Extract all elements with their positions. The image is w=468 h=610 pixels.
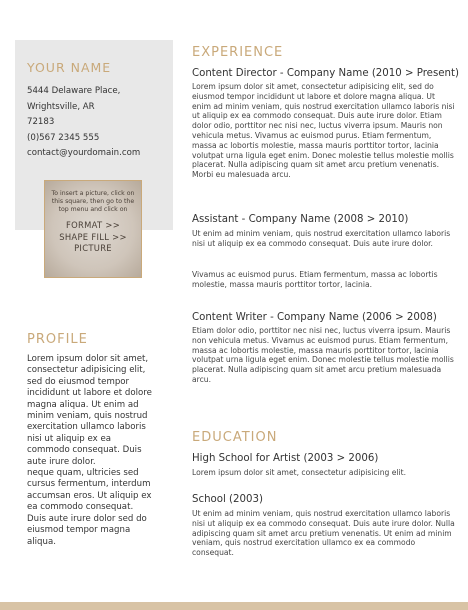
contact-info: [27, 84, 140, 162]
resume-name: YOUR NAME: [27, 60, 112, 75]
profile-text: [27, 354, 153, 548]
photo-format-line-2: SHAPE FILL >>: [59, 231, 127, 242]
address-line-2: Wrightsville, AR: [27, 101, 95, 112]
job-description-2b: Vivamus ac euismod purus. Etiam fermentum, massa ac lobortis molestie, massa mauris porttitor tortor, lacinia.: [192, 270, 438, 289]
education-description-2: Ut enim ad minim veniam, quis nostrud exercitation ullamco laboris nisi ut aliquip ex ea commodo consequat. Duis aute irure dolor. Nulla adipiscing quam sit amet arcu pretium venenatis. Ut enim ad minim veniam, quis nostrud exercitation ullamco ex ea commodo consequat.: [192, 509, 455, 558]
education-title-2: School (2003): [192, 494, 263, 505]
profile-paragraph-1: Lorem ipsum dolor sit amet, consectetur adipisicing elit, sed do eiusmod tempor incididunt ut labore et dolore magna aliqua. Ut enim ad minim veniam, quis nostrud exercitation ullamco laboris nisi ut aliquip ex ea commodo consequat. Duis aute irure dolor.: [27, 354, 152, 467]
job-description-3: Etiam dolor odio, porttitor nec nisi nec, luctus viverra ipsum. Mauris non vehicula metus. Vivamus ac euismod purus. Etiam fermentum, massa ac lobortis molestie, massa mauris porttitor tortor, lacinia volutpat urna ligula eget enim. Donec molestie tellus molestie mollis placerat. Nulla adipiscing quam sit amet arcu pretium malesuada arcu.: [192, 326, 454, 384]
education-description-1: Lorem ipsum dolor sit amet, consectetur adipisicing elit.: [192, 468, 407, 477]
job-title-2: Assistant - Company Name (2008 > 2010): [192, 214, 409, 225]
job-description-1: Lorem ipsum dolor sit amet, consectetur adipisicing elit, sed do eiusmod tempor incididunt ut labore et dolore magna aliqua. Ut enim ad minim veniam, quis nostrud exercitation ullamco laboris nisi ut aliquip ex ea commodo consequat. Duis aute irure dolor. Etiam dolor odio, porttitor nec nisi nec, luctus viverra ipsum. Mauris non vehicula metus. Vivamus ac euismod purus. Etiam fermentum, massa ac lobortis molestie, massa mauris porttitor tortor, lacinia volutpat urna ligula eget enim. Donec molestie tellus molestie mollis placerat. Nulla adipiscing quam sit amet arcu pretium venenatis. Morbi eu malesuada arcu.: [192, 82, 455, 180]
job-title-3: Content Writer - Company Name (2006 > 2008): [192, 312, 437, 323]
bottom-accent-bar: [0, 602, 468, 610]
photo-format-line-1: FORMAT >>: [65, 220, 121, 230]
experience-heading: EXPERIENCE: [192, 45, 284, 60]
job-description-2a: Ut enim ad minim veniam, quis nostrud exercitation ullamco laboris nisi ut aliquip ex ea commodo consequat. Duis aute irure dolor.: [192, 229, 451, 248]
profile-heading: PROFILE: [27, 332, 88, 347]
job-title-1: Content Director - Company Name (2010 > Present): [192, 68, 459, 79]
phone-number: (0)567 2345 555: [27, 132, 100, 143]
education-title-1: High School for Artist (2003 > 2006): [192, 453, 379, 464]
address-line-1: 5444 Delaware Place,: [27, 86, 121, 96]
photo-placeholder[interactable]: [44, 180, 142, 278]
email-address: contact@yourdomain.com: [27, 148, 141, 158]
photo-format-line-3: PICTURE: [74, 243, 112, 253]
photo-format-instruction: [45, 220, 141, 255]
education-heading: EDUCATION: [192, 430, 278, 445]
zip-code: 72183: [27, 117, 55, 127]
photo-instruction: To insert a picture, click on this square, then go to the top menu and click on: [51, 190, 135, 213]
profile-paragraph-2: neque quam, ultricies sed cursus fermentum, interdum accumsan eros. Ut aliquip ex ea commodo consequat. Duis aute irure dolor sed do eiusmod tempor magna aliqua.: [27, 468, 152, 547]
